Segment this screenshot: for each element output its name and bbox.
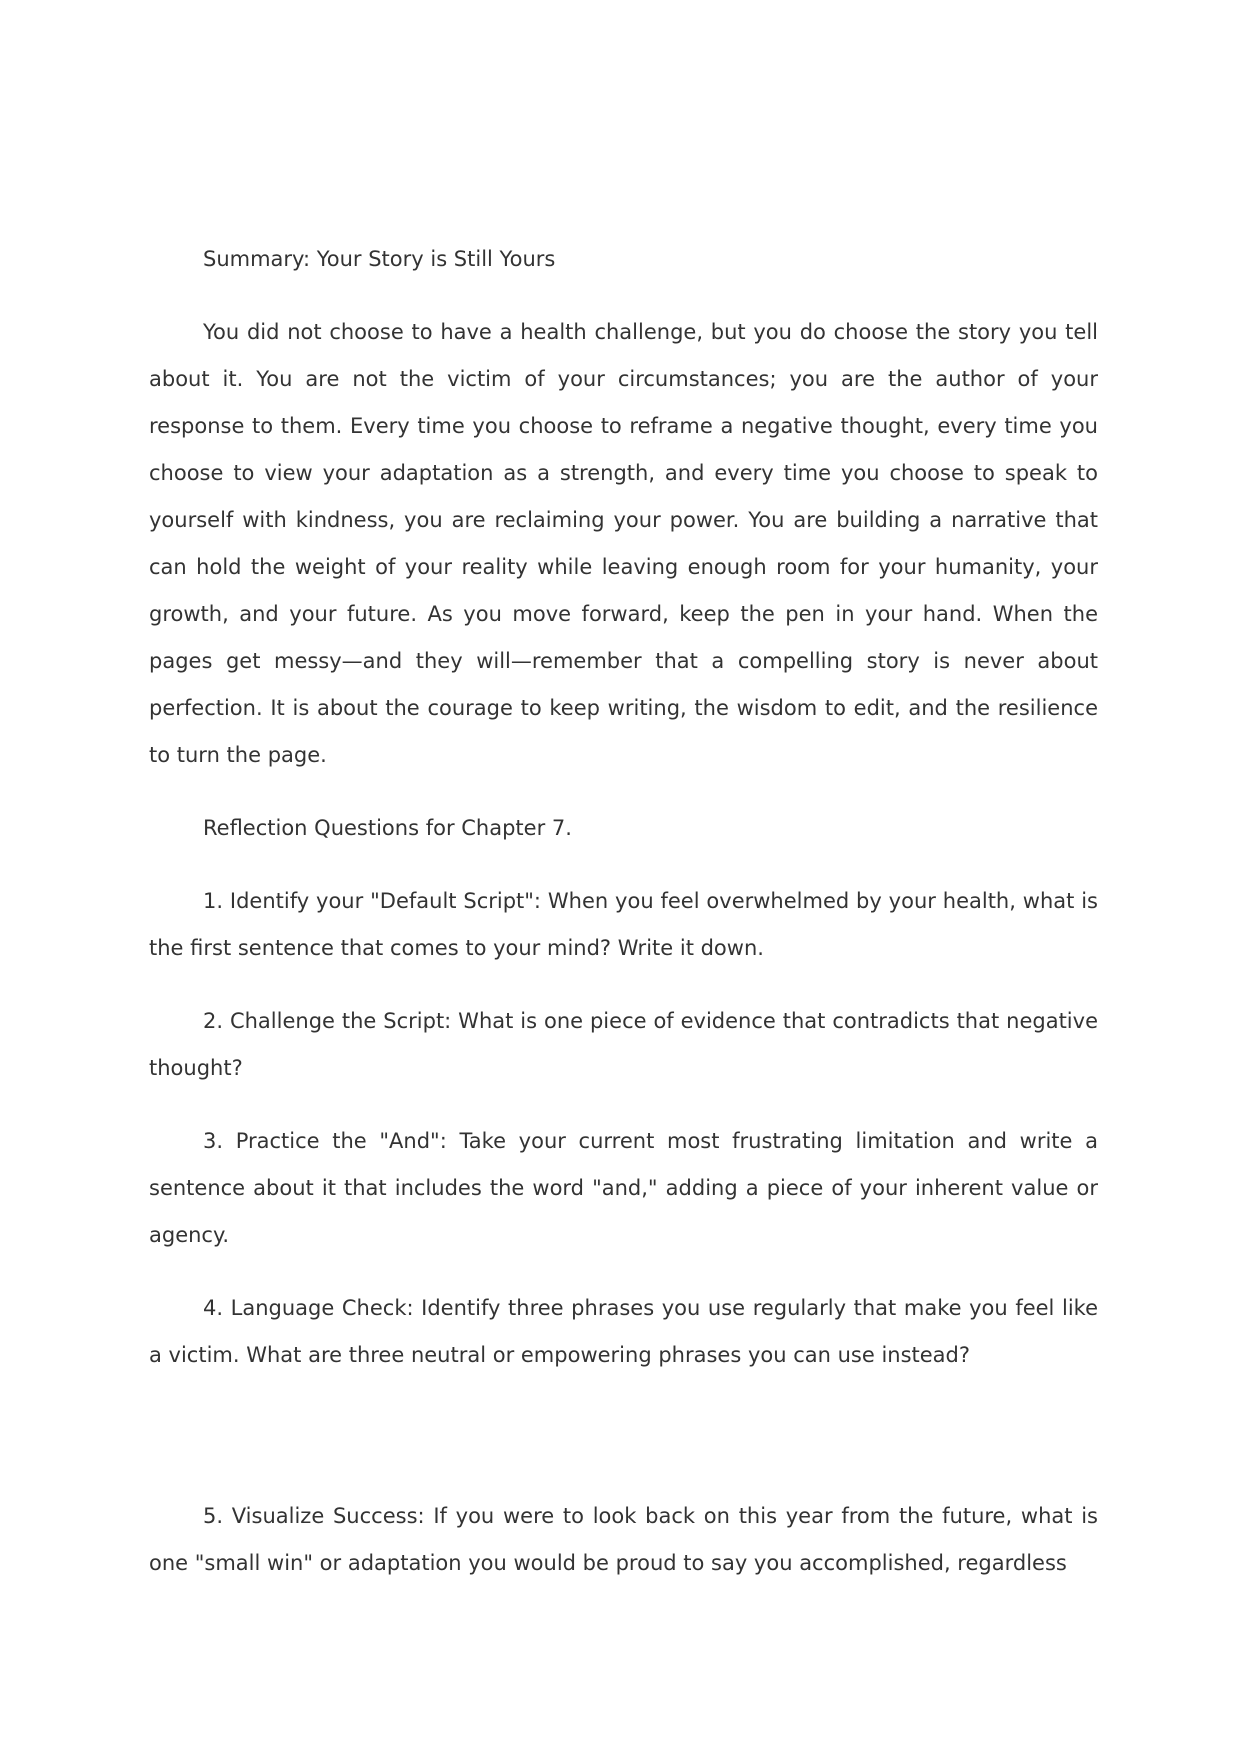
page-spacer [149,1405,1098,1493]
question-4: 4. Language Check: Identify three phrases you use regularly that make you feel like a victim. What are three neutral or empowering phrases you can use instead? [149,1296,1098,1367]
reflection-heading: Reflection Questions for Chapter 7. [203,816,572,840]
summary-paragraph: You did not choose to have a health challenge, but you do choose the story you tell about it. You are not the victim of your circumstances; you are the author of your response to them. Every time you choose to reframe a negative thought, every time you choose to view your adaptation as a strength, and every time you choose to speak to yourself with kindness, you are reclaiming your power. You are building a narrative that can hold the weight of your reality while leaving enough room for your humanity, your growth, and your future. As you move forward, keep the pen in your hand. When the pages get messy—and they will—remember that a compelling story is never about perfection. It is about the courage to keep writing, the wisdom to edit, and the resilience to turn the page. [149,320,1098,767]
question-3: 3. Practice the "And": Take your current most frustrating limitation and write a sentence about it that includes the word "and," adding a piece of your inherent value or agency. [149,1129,1098,1247]
question-1: 1. Identify your "Default Script": When you feel overwhelmed by your health, what is the first sentence that comes to your mind? Write it down. [149,889,1098,960]
summary-heading: Summary: Your Story is Still Yours [203,247,556,271]
question-2: 2. Challenge the Script: What is one piece of evidence that contradicts that negative thought? [149,1009,1098,1080]
page-content [149,236,1098,1613]
question-5: 5. Visualize Success: If you were to look back on this year from the future, what is one "small win" or adaptation you would be proud to say you accomplished, regardless [149,1504,1098,1575]
